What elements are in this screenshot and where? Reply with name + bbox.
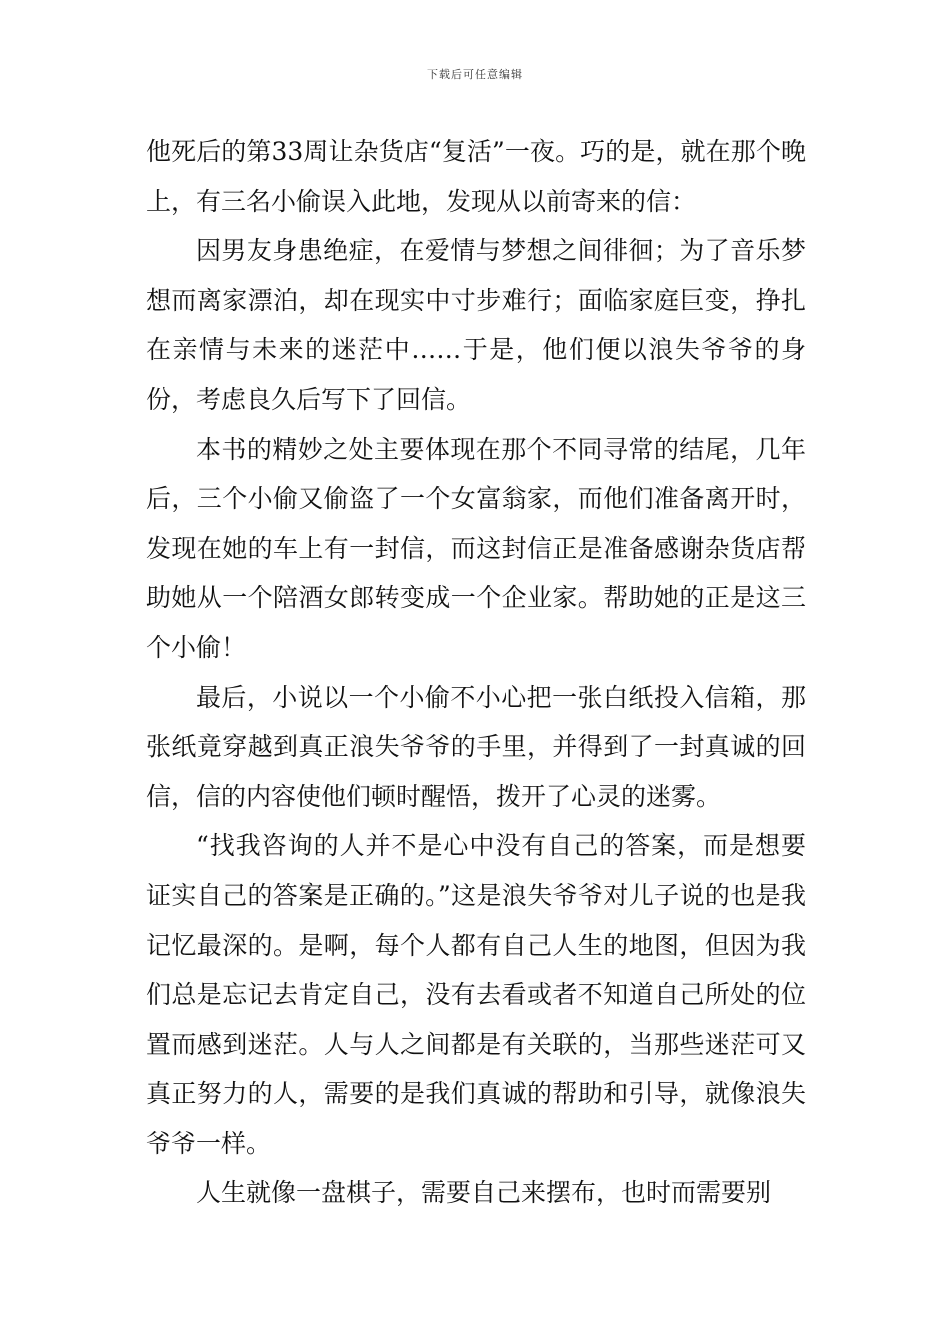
- paragraph: 最后，小说以一个小偷不小心把一张白纸投入信箱，那张纸竟穿越到真正浪失爷爷的手里，并得到了一封真诚的回信，信的内容使他们顿时醒悟，拨开了心灵的迷雾。: [146, 682, 806, 811]
- document-body: [146, 127, 806, 1218]
- paragraph: “找我咨询的人并不是心中没有自己的答案，而是想要证实自己的答案是正确的。”这是浪失爷爷对儿子说的也是我记忆最深的。是啊，每个人都有自己人生的地图，但因为我们总是忘记去肯定自己，没有去看或者不知道自己所处的位置而感到迷茫。人与人之间都是有关联的，当那些迷茫可又真正努力的人，需要的是我们真诚的帮助和引导，就像浪失爷爷一样。: [146, 831, 806, 1158]
- paragraph: 人生就像一盘棋子，需要自己来摆布，也时而需要别: [196, 1178, 772, 1208]
- paragraph: 因男友身患绝症，在爱情与梦想之间徘徊；为了音乐梦想而离家漂泊，却在现实中寸步难行；面临家庭巨变，挣扎在亲情与未来的迷茫中……于是，他们便以浪失爷爷的身份，考虑良久后写下了回信。: [146, 236, 806, 414]
- paragraph: 本书的精妙之处主要体现在那个不同寻常的结尾，几年后，三个小偷又偷盗了一个女富翁家，而他们准备离开时，发现在她的车上有一封信，而这封信正是准备感谢杂货店帮助她从一个陪酒女郎转变成一个企业家。帮助她的正是这三个小偷！: [146, 434, 806, 662]
- paragraph: 他死后的第33周让杂货店“复活”一夜。巧的是，就在那个晚上，有三名小偷误入此地，发现从以前寄来的信：: [146, 137, 806, 216]
- page-header-note: 下载后可任意编辑: [427, 68, 523, 81]
